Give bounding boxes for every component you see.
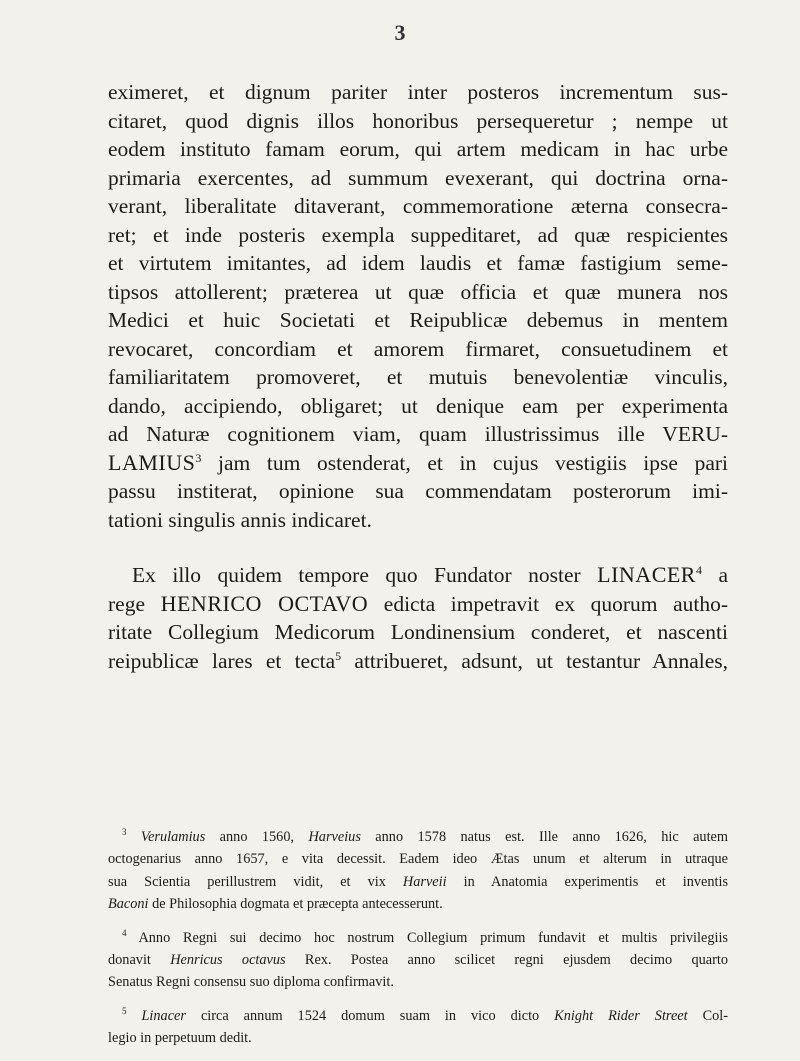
- footnote-text: anno 1578 natus est. Ille anno 1626, hic autem: [360, 829, 729, 845]
- text-line: [108, 590, 728, 619]
- text-line: [108, 449, 728, 478]
- name-henrico-octavo: HENRICO OCTAVO: [160, 590, 369, 616]
- text-line: dando, accipiendo, obligaret; ut denique eam per experimenta: [108, 393, 728, 418]
- text-line: [108, 647, 728, 676]
- footnote-ref-3: 3: [195, 450, 202, 465]
- text-line: ritate Collegium Medicorum Londinensium conderet, et nascenti: [108, 620, 728, 644]
- footnote-3-line: [108, 826, 728, 848]
- footnotes: [108, 826, 728, 1050]
- footnote-5-line: legio in perpetuum dedit.: [108, 1030, 252, 1047]
- paragraph-gap: [108, 534, 728, 561]
- text-span: attribueret, adsunt, ut testantur Annales,: [341, 648, 729, 673]
- name-linacer: LINACER: [597, 562, 696, 587]
- text-line: tationi singulis annis indicaret.: [108, 507, 372, 532]
- footnote-4-line: Senatus Regni consensu suo diploma confirmavit.: [108, 974, 394, 991]
- footnote-ref-5: 5: [335, 648, 342, 663]
- footnote-italic: Harveius: [308, 829, 361, 845]
- text-line: verant, liberalitate ditaverant, commemoratione æterna consecra-: [108, 194, 728, 218]
- footnote-gap: [108, 916, 728, 927]
- text-line: eodem instituto famam eorum, qui artem medicam in hac urbe: [108, 137, 728, 161]
- text-line: tipsos attollerent; præterea ut quæ officia et quæ munera nos: [108, 279, 728, 304]
- footnote-text: sua Scientia perillustrem vidit, et vix: [108, 873, 403, 890]
- footnote-italic: Verulamius: [140, 829, 206, 845]
- footnote-5-mark: 5: [122, 1006, 127, 1017]
- text-span: reipublicæ lares et tecta: [108, 648, 336, 673]
- footnote-5-line: [108, 1005, 728, 1027]
- footnote-text: Rex. Postea anno scilicet regni ejusdem decimo quarto: [285, 952, 728, 969]
- footnote-text: Anno Regni sui decimo hoc nostrum Collegium primum fundavit et multis privilegiis: [126, 929, 728, 946]
- footnote-3-line: [108, 871, 728, 893]
- text-span: jam tum ostenderat, et in cujus vestigiis ipse pari: [201, 450, 728, 475]
- text-line: familiaritatem promoveret, et mutuis benevolentiæ vinculis,: [108, 365, 728, 389]
- footnote-4-line: [108, 949, 728, 971]
- footnote-text: de Philosophia dogmata et præcepta antecesserunt.: [148, 896, 443, 913]
- text-line: revocaret, concordiam et amorem firmaret, consuetudinem et: [108, 336, 728, 361]
- footnote-3-line: [108, 893, 728, 915]
- text-line: ad Naturæ cognitionem viam, quam illustrissimus ille VERU-: [108, 422, 728, 446]
- text-span: edicta impetravit ex quorum autho-: [368, 591, 729, 616]
- text-line: ret; et inde posteris exempla suppeditaret, ad quæ respicientes: [108, 222, 728, 247]
- footnote-gap: [108, 994, 728, 1005]
- text-line: primaria exercentes, ad summum evexerant, qui doctrina orna-: [108, 165, 728, 190]
- footnote-italic: Baconi: [108, 896, 149, 913]
- footnote-text: circa annum 1524 domum suam in vico dicto: [185, 1007, 555, 1024]
- footnote-text: donavit: [108, 952, 171, 969]
- name-verulamius: LAMIUS: [108, 449, 196, 475]
- text-line: et virtutem imitantes, ad idem laudis et famæ fastigium seme-: [108, 251, 728, 275]
- footnote-italic: Henricus octavus: [170, 952, 286, 969]
- footnote-italic: Linacer: [141, 1007, 186, 1024]
- footnote-italic: Knight Rider Street: [554, 1007, 688, 1024]
- text-line: citaret, quod dignis illos honoribus persequeretur ; nempe ut: [108, 108, 728, 133]
- text-line: [108, 561, 728, 590]
- footnote-4-line: [108, 927, 728, 949]
- footnote-text: anno 1560,: [205, 829, 309, 845]
- footnote-3-mark: 3: [122, 827, 127, 838]
- text-span: a: [701, 563, 728, 587]
- footnote-text: in Anatomia experimentis et inventis: [446, 873, 729, 890]
- footnote-3-line: octogenarius anno 1657, e vita decessit. Eadem ideo Ætas unum et alterum in utraque: [108, 851, 728, 868]
- text-span: rege: [108, 591, 161, 616]
- text-line: passu institerat, opinione sua commendatam posterorum imi-: [108, 479, 728, 503]
- main-text: [108, 78, 728, 675]
- text-line: eximeret, et dignum pariter inter posteros incrementum sus-: [108, 80, 728, 104]
- footnote-4-mark: 4: [122, 927, 127, 938]
- text-span: Ex illo quidem tempore quo Fundator noster: [132, 563, 598, 587]
- footnote-italic: Harveii: [402, 873, 447, 890]
- footnote-text: Col-: [687, 1007, 729, 1024]
- page-number: 3: [394, 20, 406, 45]
- footnote-ref-4: 4: [695, 562, 702, 577]
- text-line: Medici et huic Societati et Reipublicæ debemus in mentem: [108, 308, 728, 332]
